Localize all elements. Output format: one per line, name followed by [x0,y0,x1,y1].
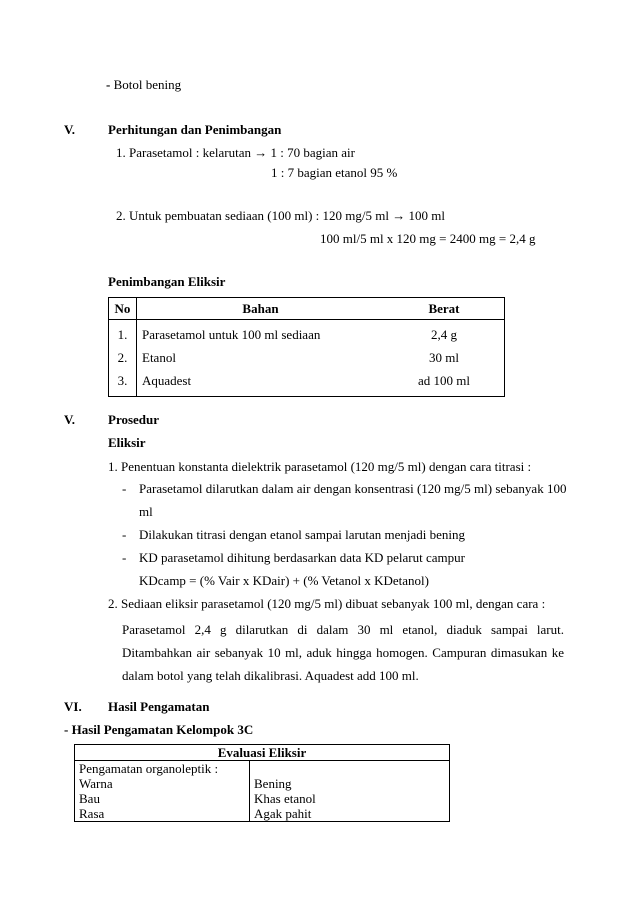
subsection-title: - Hasil Pengamatan Kelompok 3C [64,722,254,737]
procedure-bullet: Parasetamol dilarutkan dalam air dengan konsentrasi (120 mg/5 ml) sebanyak 100 [139,481,567,496]
subheading-penimbangan: Penimbangan Eliksir [108,274,226,289]
table-row [75,791,450,806]
section-number: VI. [64,699,82,714]
cell-right [250,761,450,777]
bullet-dash: - [122,481,127,496]
cell-no: 2. [109,346,137,369]
section-number: V. [64,122,75,137]
top-bullet [106,78,181,93]
cell-bahan: Etanol [142,349,176,365]
cell-right: Bening [254,776,292,791]
procedure-bullet: KD parasetamol dihitung berdasarkan data KD pelarut campur [139,550,465,565]
bullet-dash: - [122,527,127,542]
cell-bahan: Aquadest [142,372,192,388]
cell-berat: ad 100 ml [418,372,470,388]
procedure-bullet: Dilakukan titrasi dengan etanol sampai larutan menjadi bening [139,527,465,542]
table-row [75,776,450,791]
evaluasi-table [74,744,450,822]
table-header-row [75,745,450,761]
cell-berat: 2,4 g [431,326,457,342]
bullet-dash: - [122,550,127,565]
penimbangan-table [108,297,505,397]
cell-right: Khas etanol [254,791,316,806]
subheading-eliksir: Eliksir [108,435,146,450]
col-header-bahan: Bahan [137,298,385,320]
table-header: Evaluasi Eliksir [75,745,450,761]
table-row [75,761,450,777]
cell-left: Rasa [75,806,250,822]
procedure-item-2: 2. Sediaan eliksir parasetamol (120 mg/5 ml) dibuat sebanyak 100 ml, dengan cara : [108,596,546,611]
table-row [75,806,450,822]
table-row [109,320,505,347]
calc-line-2: 2. Untuk pembuatan sediaan (100 ml) : 120 mg/5 ml → 100 ml [116,208,445,223]
section-title: Perhitungan dan Penimbangan [108,122,282,137]
table-row [109,346,505,369]
procedure-item-1: 1. Penentuan konstanta dielektrik parasetamol (120 mg/5 ml) dengan cara titrasi : [108,459,532,474]
procedure-bullet-cont: ml [139,504,153,519]
formula-text: KDcamp = (% Vair x KDair) + (% Vetanol x KDetanol) [139,573,429,588]
cell-no: 1. [109,320,137,347]
cell-no: 3. [109,369,137,397]
calc-line-2b: 100 ml/5 ml x 120 mg = 2400 mg = 2,4 g [320,231,536,246]
col-header-no: No [109,298,137,320]
cell-berat: 30 ml [429,349,459,365]
calc-line-1: 1. Parasetamol : kelarutan → 1 : 70 bagian air [116,145,355,160]
cell-bahan: Parasetamol untuk 100 ml sediaan [142,326,321,342]
table-row [109,369,505,397]
cell-left: Pengamatan organoleptik : [75,761,250,777]
table-header-row [109,298,505,320]
cell-left: Bau [75,791,250,806]
procedure-paragraph: Parasetamol 2,4 g dilarutkan di dalam 30 ml etanol, diaduk sampai larut. Ditambahkan air sebanyak 10 ml, aduk hingga homogen. Campuran dimasukan ke dalam botol yang telah dikalibrasi. Aquadest add 100 ml. [122,622,564,683]
section-number: V. [64,412,75,427]
cell-left: Warna [75,776,250,791]
calc-line-1b: 1 : 7 bagian etanol 95 % [271,165,398,180]
col-header-berat: Berat [384,298,505,320]
bullet-dash: - [106,77,111,92]
cell-right: Agak pahit [254,806,312,821]
bullet-text: Botol bening [113,77,182,92]
section-title: Hasil Pengamatan [108,699,210,714]
section-title: Prosedur [108,412,160,427]
